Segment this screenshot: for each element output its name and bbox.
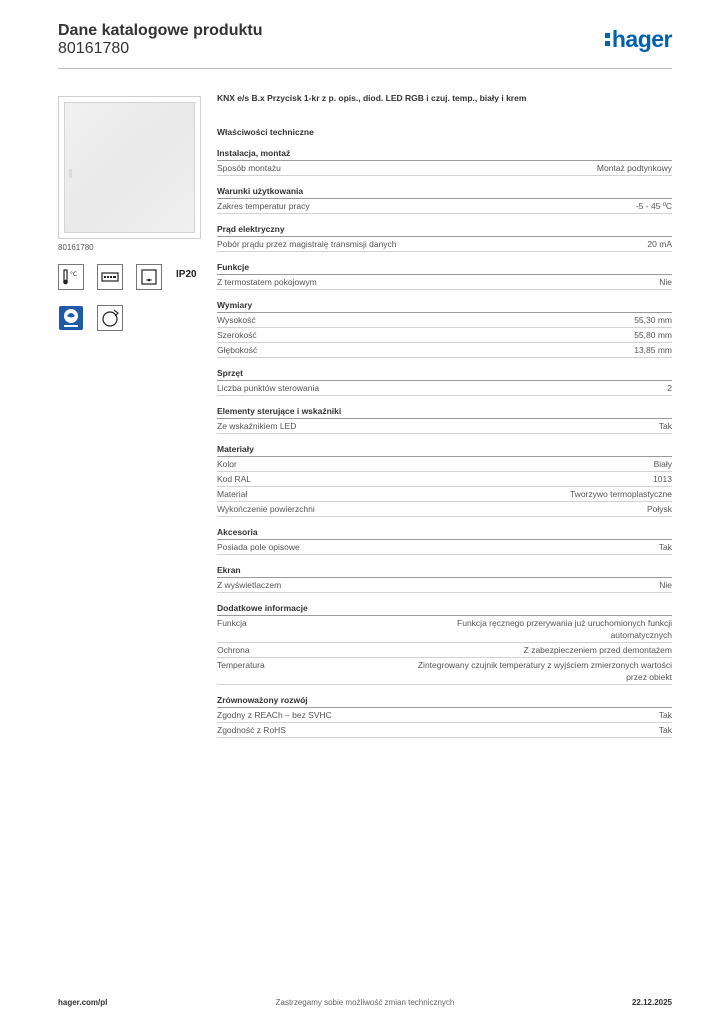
- property-value: -5 - 45 ºC: [635, 201, 672, 211]
- property-name: Głębokość: [217, 345, 258, 355]
- property-name: Ochrona: [217, 645, 250, 655]
- property-row: [217, 643, 672, 658]
- property-section: [217, 224, 672, 252]
- property-section: [217, 148, 672, 176]
- footer-date: 22.12.2025: [631, 998, 672, 1007]
- property-name: Pobór prądu przez magistralę transmisji danych: [217, 239, 397, 249]
- property-value: Tak: [658, 725, 672, 735]
- properties-heading: Właściwości techniczne: [217, 127, 314, 137]
- property-value: Tak: [658, 542, 672, 552]
- property-section: [217, 262, 672, 290]
- property-name: Zakres temperatur pracy: [217, 201, 310, 211]
- section-heading: Ekran: [217, 565, 672, 578]
- section-heading: Elementy sterujące i wskaźniki: [217, 406, 672, 419]
- property-row: [217, 237, 672, 252]
- property-value: Tak: [658, 421, 672, 431]
- property-name: Sposób montażu: [217, 163, 281, 173]
- section-heading: Akcesoria: [217, 527, 672, 540]
- property-section: [217, 603, 672, 685]
- property-value: Tak: [658, 710, 672, 720]
- property-value: Tworzywo termoplastyczne: [569, 489, 672, 499]
- property-section: [217, 565, 672, 593]
- property-value: 1013: [653, 474, 672, 484]
- brand-name: hager: [611, 26, 672, 52]
- property-value: Funkcja ręcznego przerywania już uruchomionych funkcji automatycznych: [457, 618, 672, 640]
- knx-icon: [58, 305, 84, 331]
- property-value: 20 mA: [647, 239, 672, 249]
- property-value: Połysk: [646, 504, 672, 514]
- property-value: Nie: [659, 580, 672, 590]
- switch-plate: [64, 102, 195, 233]
- page-header: [58, 22, 672, 68]
- section-heading: Funkcje: [217, 262, 672, 275]
- logo-dots-icon: [605, 33, 611, 46]
- property-row: [217, 616, 672, 643]
- property-value: Biały: [653, 459, 672, 469]
- property-row: [217, 343, 672, 358]
- property-name: Z wyświetlaczem: [217, 580, 282, 590]
- temp-unit-label: °C: [70, 271, 78, 278]
- property-value: 55,80 mm: [634, 330, 672, 340]
- section-heading: Wymiary: [217, 300, 672, 313]
- properties-list: [217, 148, 672, 738]
- property-section: [217, 695, 672, 738]
- page-title: Dane katalogowe produktu: [58, 22, 263, 39]
- section-heading: Instalacja, montaż: [217, 148, 672, 161]
- property-row: [217, 540, 672, 555]
- property-name: Szerokość: [217, 330, 257, 340]
- section-heading: Prąd elektryczny: [217, 224, 672, 237]
- property-value: Montaż podtynkowy: [596, 163, 672, 173]
- display-icon: [97, 264, 123, 290]
- property-value: 13,85 mm: [634, 345, 672, 355]
- property-row: [217, 578, 672, 593]
- property-section: [217, 368, 672, 396]
- property-section: [217, 527, 672, 555]
- property-row: [217, 472, 672, 487]
- property-row: [217, 313, 672, 328]
- property-row: [217, 658, 672, 685]
- property-value: 2: [667, 383, 672, 393]
- property-section: [217, 186, 672, 214]
- hager-logo[interactable]: [605, 26, 672, 52]
- property-row: [217, 161, 672, 176]
- product-image: [58, 96, 201, 239]
- section-heading: Zrównoważony rozwój: [217, 695, 672, 708]
- property-section: [217, 444, 672, 517]
- property-name: Ze wskaźnikiem LED: [217, 421, 297, 431]
- device-rotation-icon: [97, 305, 123, 331]
- property-row: [217, 487, 672, 502]
- property-section: [217, 406, 672, 434]
- image-caption: 80161780: [58, 243, 94, 252]
- property-name: Wykończenie powierzchni: [217, 504, 315, 514]
- property-row: [217, 419, 672, 434]
- property-name: Wysokość: [217, 315, 256, 325]
- property-value: Nie: [659, 277, 672, 287]
- product-title: KNX e/s B.x Przycisk 1-kr z p. opis., diod. LED RGB i czuj. temp., biały i krem: [217, 93, 527, 103]
- section-heading: Warunki użytkowania: [217, 186, 672, 199]
- ip20-rating: IP20: [176, 269, 197, 280]
- property-name: Kod RAL: [217, 474, 252, 484]
- property-name: Zgodny z REACh – bez SVHC: [217, 710, 332, 720]
- footer-website-link[interactable]: hager.com/pl: [58, 998, 108, 1007]
- property-name: Kolor: [217, 459, 237, 469]
- header-divider: [58, 68, 672, 69]
- property-row: [217, 328, 672, 343]
- property-section: [217, 300, 672, 358]
- property-row: [217, 708, 672, 723]
- section-heading: Dodatkowe informacje: [217, 603, 672, 616]
- thermometer-icon: [58, 264, 84, 290]
- property-row: [217, 723, 672, 738]
- property-name: Z termostatem pokojowym: [217, 277, 317, 287]
- property-value: Z zabezpieczeniem przed demontażem: [523, 645, 672, 655]
- section-heading: Sprzęt: [217, 368, 672, 381]
- property-name: Funkcja: [217, 618, 247, 628]
- sensor-icon: [136, 264, 162, 290]
- property-row: [217, 381, 672, 396]
- property-name: Zgodność z RoHS: [217, 725, 286, 735]
- product-details: [217, 92, 672, 748]
- property-row: [217, 199, 672, 214]
- property-name: Materiał: [217, 489, 248, 499]
- section-heading: Materiały: [217, 444, 672, 457]
- property-name: Liczba punktów sterowania: [217, 383, 320, 393]
- footer-disclaimer: Zastrzegamy sobie możliwość zmian technicznych: [275, 998, 455, 1007]
- property-name: Posiada pole opisowe: [217, 542, 300, 552]
- property-value: 55,30 mm: [634, 315, 672, 325]
- property-row: [217, 502, 672, 517]
- property-row: [217, 275, 672, 290]
- led-indicator: [69, 169, 72, 178]
- property-row: [217, 457, 672, 472]
- property-name: Temperatura: [217, 660, 265, 670]
- property-value: Zintegrowany czujnik temperatury z wyjściem zmierzonych wartości przez obiekt: [417, 660, 672, 682]
- product-code: 80161780: [58, 40, 130, 57]
- page-footer: [58, 998, 672, 1010]
